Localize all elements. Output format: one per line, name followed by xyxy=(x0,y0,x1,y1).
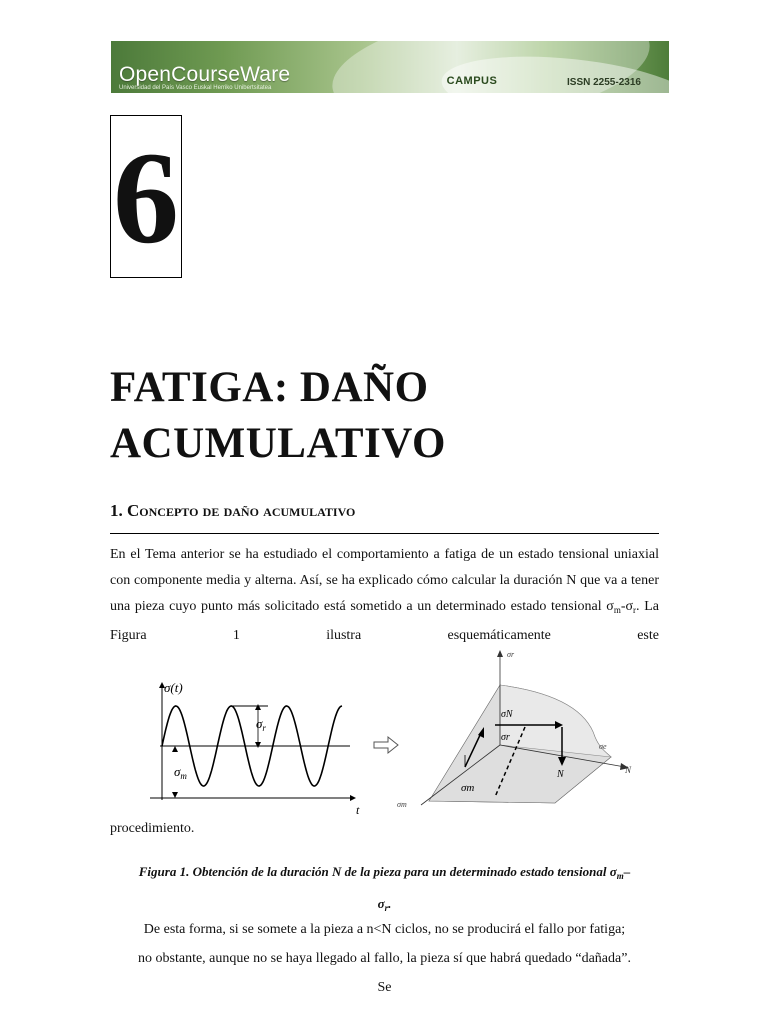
figure-caption: Figura 1. Obtención de la duración N de la pieza para un determinado estado tensional $\sigma_m-$ $\sigma_r$. xyxy=(138,864,631,913)
xlabel-t: t xyxy=(356,803,360,817)
chapter-title xyxy=(110,360,670,472)
section-title xyxy=(110,501,355,521)
paragraph-line: De esta forma, si se somete a la pieza a n<N ciclos, no se producirá el fallo por fatiga; xyxy=(143,922,626,937)
paragraph-intro xyxy=(110,542,659,649)
fatigue-surface-figure xyxy=(395,645,655,815)
section-title-text: 1. Concepto de daño acumulativo xyxy=(110,501,356,520)
label-sigma-m: $\sigma_m$ xyxy=(174,764,187,781)
ylabel-sigma-t: σ(t) xyxy=(164,680,183,695)
chapter-number: 6 xyxy=(110,115,182,278)
issn-label: ISSN 2255-2316 xyxy=(567,77,641,88)
label-sigma-r-3d: σr xyxy=(501,732,510,743)
label-sigma-r: $\sigma_r$ xyxy=(256,716,266,733)
paragraph-text-end: . La Figura 1 ilustra esquemáticamente este xyxy=(110,599,659,643)
axis-N: N xyxy=(625,765,632,775)
paragraph-damage xyxy=(110,915,659,1002)
sigma-m: $\sigma_m$ xyxy=(606,599,621,615)
brand-subtitle: Universidad del País Vasco Euskal Herriko Unibertsitatea xyxy=(119,85,272,91)
dash: - xyxy=(620,599,626,614)
campus-logo: CAMPUS xyxy=(446,75,498,87)
chapter-title-line1: FATIGA: DAÑO xyxy=(110,364,429,411)
chapter-title-line2: ACUMULATIVO xyxy=(110,420,446,467)
header-banner xyxy=(111,41,669,93)
label-N-3d: N xyxy=(557,769,564,780)
label-sigma-e: σe xyxy=(599,742,607,751)
brand-logo-text: OpenCourseWare xyxy=(119,63,291,86)
paragraph-continuation: procedimiento. xyxy=(110,821,195,836)
axis-sigma-r: σr xyxy=(507,650,515,659)
label-sigma-m-3d: σm xyxy=(461,782,475,794)
label-sigma-N: σN xyxy=(501,709,513,720)
paragraph-text: En el Tema anterior se ha estudiado el comportamiento a fatiga de un estado tensional uniaxial con componente media y alterna. Así, se ha explicado cómo calcular la duración N que va a tener una pieza cuyo punto más solicitado está sometido a un determinado estado tensional xyxy=(110,547,659,614)
stress-time-figure xyxy=(140,672,360,822)
sigma-r: $\sigma_r$ xyxy=(625,599,637,615)
axis-sigma-m: σm xyxy=(397,800,407,809)
paragraph-line: no obstante, aunque no se haya llegado al fallo, la pieza sí que habrá quedado “dañada”. xyxy=(138,951,631,966)
paragraph-line: Se xyxy=(377,980,392,995)
section-divider xyxy=(110,533,659,534)
